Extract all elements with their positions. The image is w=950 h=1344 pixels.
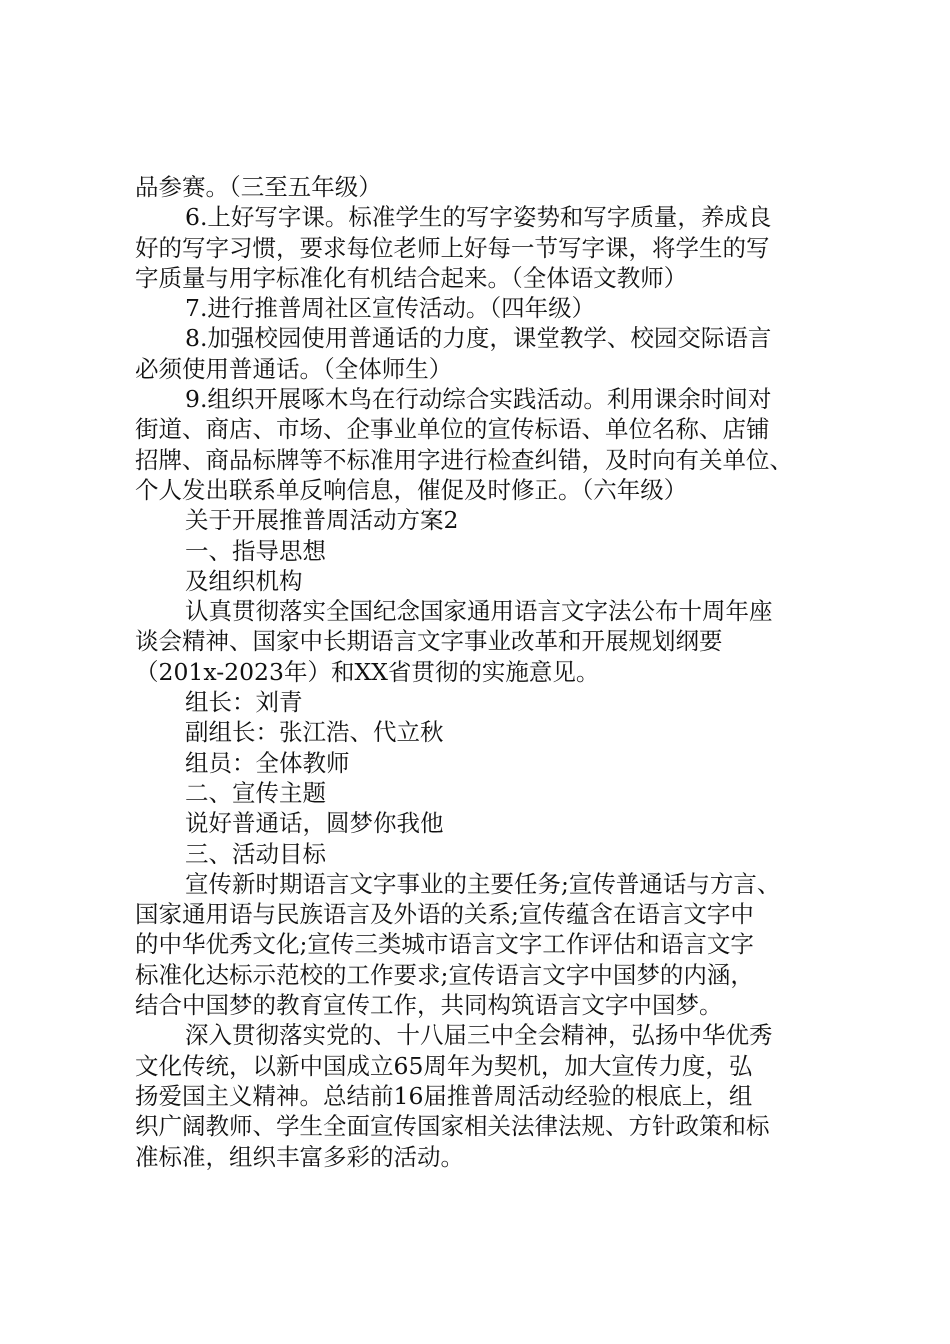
text-line: 织广阔教师、学生全面宣传国家相关法律法规、方针政策和标 — [135, 1112, 770, 1141]
text-line: 国家通用语与民族语言及外语的关系;宣传蕴含在语言文字中 — [135, 900, 754, 929]
text-line: 一、指导思想 — [185, 536, 326, 565]
text-line: 标准化达标示范校的工作要求;宣传语言文字中国梦的内涵， — [135, 960, 754, 989]
text-line: 宣传新时期语言文字事业的主要任务;宣传普通话与方言、 — [185, 869, 781, 898]
text-line: 7.进行推普周社区宣传活动。（四年级） — [185, 294, 596, 323]
text-line: 结合中国梦的教育宣传工作，共同构筑语言文字中国梦。 — [135, 991, 723, 1020]
text-line: 准标准，组织丰富多彩的活动。 — [135, 1142, 464, 1171]
text-line: 认真贯彻落实全国纪念国家通用语言文字法公布十周年座 — [185, 597, 773, 626]
text-line: 组长：刘青 — [185, 688, 303, 717]
text-line: 街道、商店、市场、企事业单位的宣传标语、单位名称、店铺 — [135, 415, 770, 444]
text-line: 三、活动目标 — [185, 839, 326, 868]
text-line: 好的写字习惯，要求每位老师上好每一节写字课，将学生的写 — [135, 233, 770, 262]
text-line: 深入贯彻落实党的、十八届三中全会精神，弘扬中华优秀 — [185, 1021, 773, 1050]
text-line: 品参赛。（三至五年级） — [135, 173, 382, 201]
text-line: 关于开展推普周活动方案2 — [185, 506, 459, 535]
text-line: 8.加强校园使用普通话的力度，课堂教学、校园交际语言 — [185, 324, 772, 353]
text-line: 招牌、商品标牌等不标准用字进行检查纠错，及时向有关单位、 — [135, 445, 793, 474]
text-line: 说好普通话，圆梦你我他 — [185, 809, 444, 838]
text-line: 谈会精神、国家中长期语言文字事业改革和开展规划纲要 — [135, 627, 723, 656]
text-line: 及组织机构 — [185, 566, 303, 595]
text-line: 个人发出联系单反响信息，催促及时修正。（六年级） — [135, 475, 688, 504]
text-line: 字质量与用字标准化有机结合起来。（全体语文教师） — [135, 263, 688, 292]
text-line: 组员：全体教师 — [185, 748, 350, 777]
text-line: 9.组织开展啄木鸟在行动综合实践活动。利用课余时间对 — [185, 385, 772, 414]
document-body — [135, 172, 825, 1172]
text-line: 文化传统，以新中国成立65周年为契机，加大宣传力度，弘 — [135, 1051, 753, 1080]
text-line: （201x-2023年）和XX省贯彻的实施意见。 — [135, 657, 600, 686]
text-line: 二、宣传主题 — [185, 778, 326, 807]
text-line: 扬爱国主义精神。总结前16届推普周活动经验的根底上，组 — [135, 1081, 753, 1110]
text-line: 必须使用普通话。（全体师生） — [135, 354, 453, 383]
text-line: 的中华优秀文化;宣传三类城市语言文字工作评估和语言文字 — [135, 930, 754, 959]
text-line: 副组长：张江浩、代立秋 — [185, 718, 444, 747]
text-line: 6.上好写字课。标准学生的写字姿势和写字质量，养成良 — [185, 203, 772, 232]
